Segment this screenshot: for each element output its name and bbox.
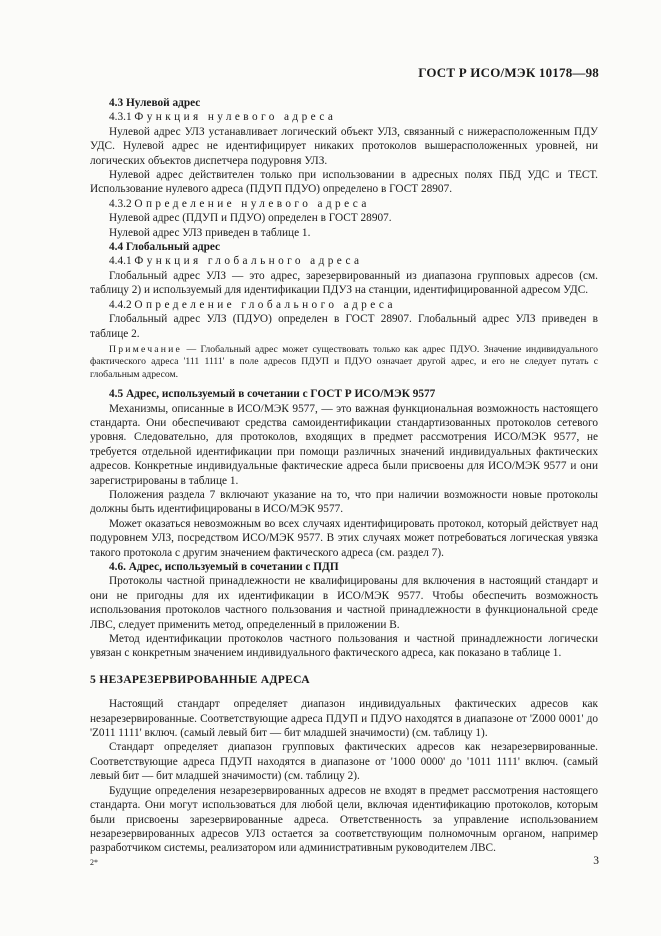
paragraph: Будущие определения незарезервированных адресов не входят в предмет рассмотрения настоящего стандарта. Они могут использоваться для любой цели, включая идентификацию протоколов, которым были присвоены зарезервированные адреса. Ответственность за управление использованием незарезервированных адресов УЛЗ остается за соответствующим полномочным органом, например разработчиком системы, реализатором или административным руководителем ЛВС. <box>90 784 598 855</box>
page-number: 3 <box>593 855 599 867</box>
paragraph: Может оказаться невозможным во всех случаях идентифицировать протокол, который действует над подуровнем УЛЗ, посредством ИСО/МЭК 9577. В этих случаях может потребоваться логическая увязка такого протокола с другим значением фактического адреса (см. раздел 7). <box>90 517 598 559</box>
note-label: Примечание <box>109 343 183 355</box>
section-4-3-1-heading: 4.3.1 Функция нулевого адреса <box>109 111 337 124</box>
paragraph: Стандарт определяет диапазон групповых фактических адресов как незарезервированные. Соответствующие адреса ПДУП находятся в диапазоне от '1000 0000' до '1011 1111' включ. (самый левый бит — бит младшей значимости) (см. таблицу 2). <box>90 741 598 783</box>
paragraph: Положения раздела 7 включают указание на то, что при наличии возможности новые протоколы должны быть идентифицированы в ИСО/МЭК 9577. <box>90 488 598 516</box>
paragraph: Нулевой адрес УЛЗ устанавливает логический объект УЛЗ, связанный с нижерасположенным ПДУ УДС. Нулевой адрес не идентифицирует никаких протоколов вышерасположенных уровней, ни логических объектов диспетчера подуровня УЛЗ. <box>90 125 598 167</box>
section-4-4-1-heading: 4.4.1 Функция глобального адреса <box>109 255 363 268</box>
page-header: ГОСТ Р ИСО/МЭК 10178—98 <box>418 65 599 80</box>
section-4-6-title: 4.6. Адрес, используемый в сочетании с ПДП <box>109 561 339 573</box>
note <box>90 344 598 381</box>
section-4-3-title: 4.3 Нулевой адрес <box>109 97 201 109</box>
paragraph: Глобальный адрес УЛЗ (ПДУО) определен в ГОСТ 28907. Глобальный адрес УЛЗ приведен в таблице 2. <box>90 313 598 340</box>
paragraph: Нулевой адрес (ПДУП и ПДУО) определен в ГОСТ 28907. <box>109 212 392 225</box>
paragraph: Метод идентификации протоколов частного пользования и частной принадлежности логически увязан с конкретным значением индивидуального фактического адреса, как показано в таблице 1. <box>90 633 598 660</box>
section-4-5-title: 4.5 Адрес, используемый в сочетании с ГОСТ Р ИСО/МЭК 9577 <box>109 388 436 401</box>
page-content <box>90 96 598 856</box>
paragraph: Протоколы частной принадлежности не квалифицированы для включения в настоящий стандарт и они не пригодны для их идентификации в ИСО/МЭК 9577. Чтобы обеспечить возможность использования протоколов частного пользования и частной принадлежности в функциональной среде ЛВС, следует применить метод, определенный в приложении В. <box>90 575 598 631</box>
note-text: — Глобальный адрес может существовать только как адрес ПДУО. Значение индивидуального фактического адреса '111 1111' в поле адресов ПДУП и ПДУО означает другой адрес, и его не следует путать с глобальным адресом. <box>90 343 598 380</box>
footer-signature-mark: 2* <box>90 858 98 867</box>
paragraph: Нулевой адрес УЛЗ приведен в таблице 1. <box>109 226 311 239</box>
section-4-3-2-heading: 4.3.2 Определение нулевого адреса <box>109 197 370 210</box>
paragraph: Нулевой адрес действителен только при использовании в адресных полях ПБД УДС и ТЕСТ. Использование нулевого адреса (ПДУП ПДУО) определено в ГОСТ 28907. <box>90 169 598 196</box>
paragraph: Настоящий стандарт определяет диапазон индивидуальных фактических адресов как незарезервированные. Соответствующие адреса ПДУП и ПДУО находятся в диапазоне от 'Z000 0001' до 'Z011 1111' включ. (самый левый бит — бит младшей значимости) (см. таблицу 1). <box>90 698 598 740</box>
section-5-title: 5 НЕЗАРЕЗЕРВИРОВАННЫЕ АДРЕСА <box>90 672 310 686</box>
section-4-4-title: 4.4 Глобальный адрес <box>109 241 221 254</box>
section-4-4-2-heading: 4.4.2 Определение глобального адреса <box>109 298 396 311</box>
paragraph: Глобальный адрес УЛЗ — это адрес, зарезервированный из диапазона групповых адресов (см. таблицу 2) и используемый для идентификации ПДУЗ на станции, идентифицированной адресом УДС. <box>90 269 598 297</box>
paragraph: Механизмы, описанные в ИСО/МЭК 9577, — это важная функциональная возможность настоящего стандарта. Они обеспечивают средства самоидентификации стандартизованных протоколов сетевого уровня. Следовательно, для протоколов, входящих в предмет рассмотрения ИСО/МЭК 9577, не требуется отдельной идентификации при помощи различных значений индивидуальных фактических адресов. Конкретные индивидуальные фактические адреса были присвоены для ИСО/МЭК 9577 и они зарегистрированы в таблице 1. <box>90 402 598 487</box>
